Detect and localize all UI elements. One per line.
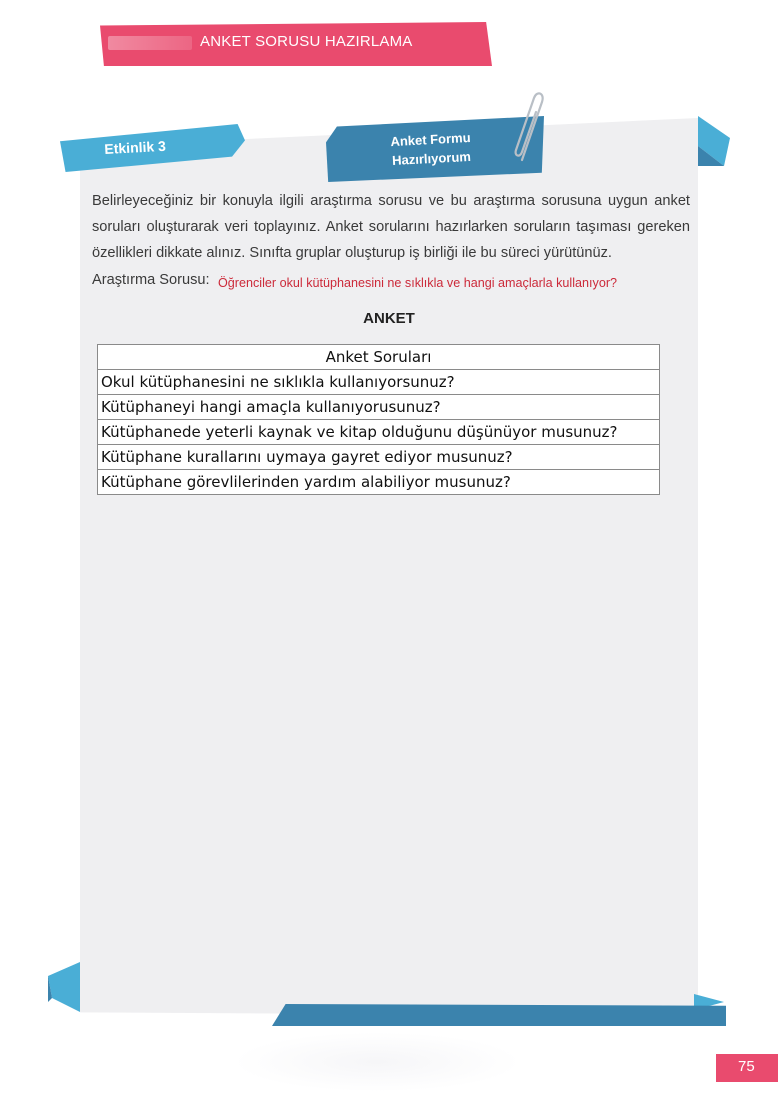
page-number: 75 bbox=[738, 1058, 755, 1075]
research-question-label: Araştırma Sorusu: bbox=[92, 272, 210, 288]
table-header-cell: Anket Soruları bbox=[98, 345, 660, 370]
table-row bbox=[98, 420, 660, 445]
activity-title-line2: Hazırlıyorum bbox=[391, 148, 472, 169]
activity-tab-label: Etkinlik 3 bbox=[104, 137, 167, 157]
table-row bbox=[98, 370, 660, 395]
survey-table bbox=[97, 344, 660, 495]
survey-question: Kütüphaneyi hangi amaçla kullanıyorusunuz? bbox=[98, 395, 660, 420]
survey-question: Kütüphanede yeterli kaynak ve kitap olduğunu düşünüyor musunuz? bbox=[98, 420, 660, 445]
survey-question: Okul kütüphanesini ne sıklıkla kullanıyorsunuz? bbox=[98, 370, 660, 395]
bottom-left-ribbon bbox=[44, 962, 84, 1014]
research-question-answer: Öğrenciler okul kütüphanesini ne sıklıkla ve hangi amaçlarla kullanıyor? bbox=[218, 276, 618, 290]
header-faded-label bbox=[108, 36, 192, 50]
survey-title: ANKET bbox=[363, 310, 415, 327]
top-right-ribbon bbox=[694, 116, 734, 168]
header-title: ANKET SORUSU HAZIRLAMA bbox=[200, 33, 413, 50]
activity-title-line1: Anket Formu bbox=[390, 129, 471, 150]
activity-title bbox=[375, 127, 487, 171]
bottom-bar bbox=[272, 1004, 726, 1026]
table-header-row bbox=[98, 345, 660, 370]
table-row bbox=[98, 470, 660, 495]
table-row bbox=[98, 395, 660, 420]
survey-question: Kütüphane görevlilerinden yardım alabiliyor musunuz? bbox=[98, 470, 660, 495]
paperclip-icon bbox=[508, 88, 550, 168]
survey-question: Kütüphane kurallarını uymaya gayret ediyor musunuz? bbox=[98, 445, 660, 470]
table-row bbox=[98, 445, 660, 470]
instructions-paragraph: Belirleyeceğiniz bir konuyla ilgili araştırma sorusu ve bu araştırma sorusuna uygun anket soruları oluşturarak veri toplayınız. Anket sorularını hazırlarken soruların taşıması gereken özellikleri dikkate alınız. Sınıfta gruplar oluşturup iş birliği ile bu süreci yürütünüz. bbox=[92, 193, 690, 261]
bottom-shadow bbox=[232, 1032, 522, 1092]
